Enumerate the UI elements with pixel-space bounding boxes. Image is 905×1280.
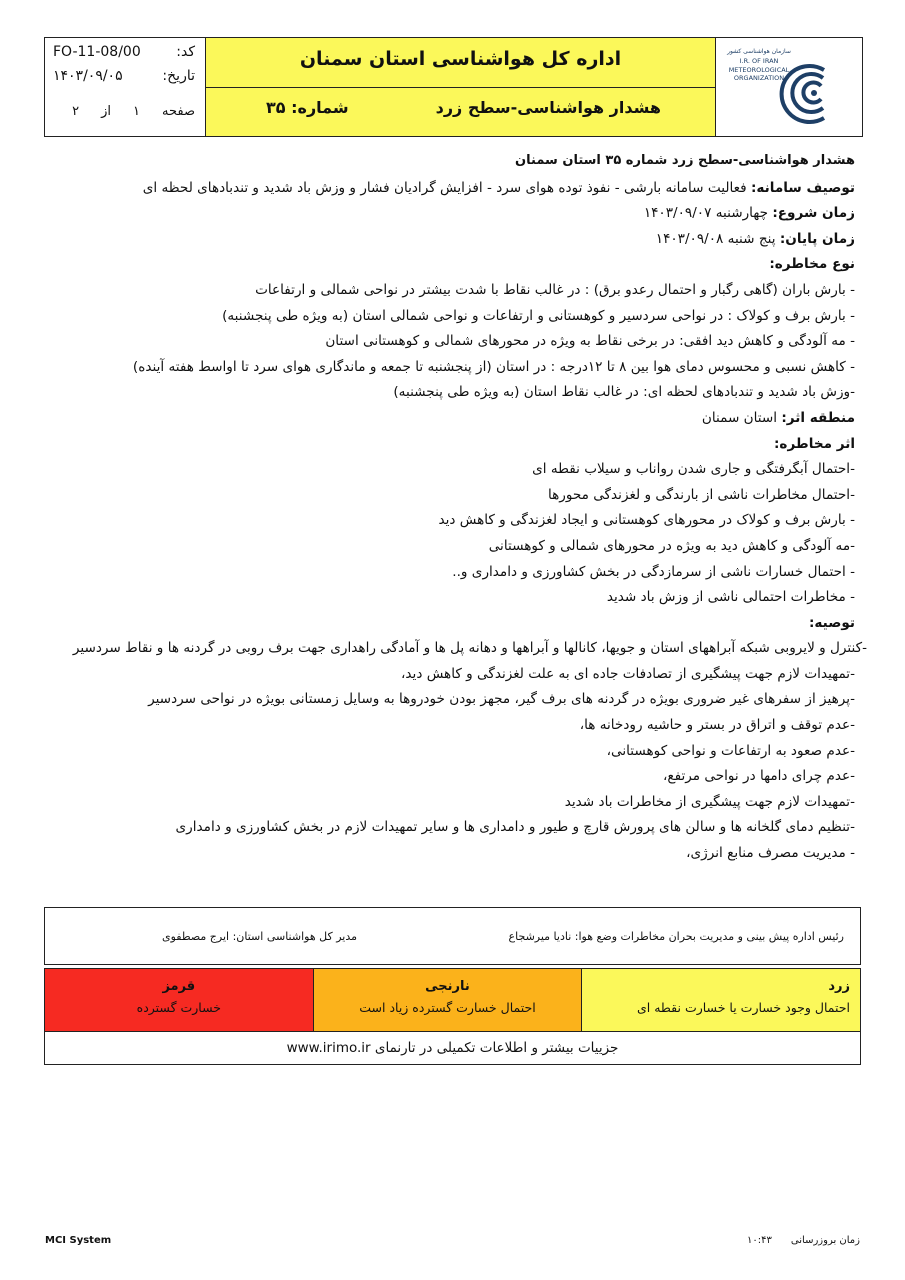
start-time <box>40 201 855 227</box>
logo-text-fa: سازمان هواشناسی کشور <box>727 48 791 55</box>
advice-item: -تمهیدات لازم جهت پیشگیری از مخاطرات باد شدید <box>564 793 855 810</box>
hazard-item: - مه آلودگی و کاهش دید افقی: در برخی نقاط به ویژه در محورهای شمالی و کوهستانی استان <box>325 333 855 350</box>
header-logo-cell <box>715 38 862 136</box>
update-label: زمان بروزرسانی <box>790 1235 860 1246</box>
end-value: پنج شنبه ۱۴۰۳/۰۹/۰۸ <box>655 230 780 247</box>
advice-item: -کنترل و لایروبی شبکه آبراههای استان و جویها، کانالها و آبراهها و دهانه پل ها و آمادگی راهداری جهت برف روبی در گردنه ها و نقاط سردسیر <box>72 640 867 657</box>
document-header <box>44 37 863 137</box>
impact-item: -احتمال آبگرفتگی و جاری شدن رواناب و سیلاب نقطه ای <box>532 461 855 478</box>
header-meta-cell <box>45 38 205 136</box>
update-time <box>747 1235 860 1246</box>
level-yellow-desc: احتمال وجود خسارت یا خسارت نقطه ای <box>636 1000 850 1015</box>
system-value: فعالیت سامانه بارشی - نفوذ توده هوای سرد - افزایش گرادیان فشار و وزش باد شدید و تندبادهای لحظه ای <box>142 179 751 196</box>
date-label: تاریخ: <box>162 68 195 84</box>
code-label: کد: <box>176 44 195 60</box>
date-value: ۱۴۰۳/۰۹/۰۵ <box>53 68 123 84</box>
hazard-item: -وزش باد شدید و تندبادهای لحظه ای: در غالب نقاط استان (به ویژه طی پنجشنبه) <box>393 384 855 401</box>
impact-item: -مه آلودگی و کاهش دید به ویژه در محورهای شمالی و کوهستانی <box>488 537 855 554</box>
update-time-value: ۱۰:۴۳ <box>746 1235 772 1246</box>
page-label: صفحه <box>162 104 195 119</box>
impact-item: - مخاطرات احتمالی ناشی از وزش باد شدید <box>606 589 855 606</box>
level-yellow-name: زرد <box>828 979 850 994</box>
warning-level: هشدار هواشناسی-سطح زرد <box>435 98 661 117</box>
hazard-item: - بارش برف و کولاک : در نواحی سردسیر و کوهستانی و ارتفاعات و نواحی شمالی استان (به ویژه طی پنجشنبه) <box>222 307 855 324</box>
logo-text-en-1: I.R. OF IRAN <box>739 57 779 65</box>
doc-title: هشدار هواشناسی-سطح زرد شماره ۳۵ استان سمنان <box>515 153 855 168</box>
hazard-type-label: نوع مخاطره: <box>769 256 855 273</box>
warning-levels-table <box>44 968 861 1065</box>
impact-item: - احتمال خسارات ناشی از سرمازدگی در بخش کشاورزی و دامداری و.. <box>452 563 855 580</box>
warning-number: شماره: ۳۵ <box>266 98 349 117</box>
advice-label: توصیه: <box>809 614 855 631</box>
impact-item: -احتمال مخاطرات ناشی از بارندگی و لغزندگی محورها <box>547 486 855 503</box>
level-orange <box>313 969 582 1031</box>
start-value: چهارشنبه ۱۴۰۳/۰۹/۰۷ <box>643 205 773 222</box>
affected-area <box>40 406 855 432</box>
level-red-desc: خسارت گسترده <box>136 1000 221 1015</box>
page-of: از <box>101 104 112 119</box>
header-title-cell <box>205 38 715 136</box>
page-number: ۱ <box>133 104 141 119</box>
warning-content <box>40 148 867 867</box>
hazard-item: - بارش باران (گاهی رگبار و احتمال رعدو برق) : در غالب نقاط با شدت بیشتر در نواحی شمالی و ارتفاعات <box>255 281 855 298</box>
system-description <box>40 176 855 202</box>
org-title: اداره کل هواشناسی استان سمنان <box>299 48 622 70</box>
page-total: ۲ <box>72 104 80 119</box>
signatures-box <box>44 907 861 965</box>
hazard-item: - کاهش نسبی و محسوس دمای هوا بین ۸ تا ۱۲درجه : در استان (از پنجشنبه تا جمعه و ماندگاری هوای سرد تا اواسط هفته آینده) <box>132 358 855 375</box>
forecast-head-signature: رئیس اداره پیش بینی و مدیریت بحران مخاطرات وضع هوا: نادیا میرشجاع <box>508 930 844 943</box>
impact-label: اثر مخاطره: <box>774 435 855 452</box>
code-value: FO-11-08/00 <box>53 44 141 60</box>
system-name: MCI System <box>45 1235 112 1246</box>
level-yellow <box>581 969 860 1031</box>
advice-item: -عدم توقف و اتراق در بستر و حاشیه رودخانه ها، <box>579 717 855 734</box>
advice-item: -عدم چرای دامها در نواحی مرتفع، <box>662 768 855 785</box>
start-label: زمان شروع: <box>772 205 855 222</box>
director-signature: مدیر کل هواشناسی استان: ایرج مصطفوی <box>162 930 357 943</box>
irimo-logo <box>726 44 854 130</box>
level-red-name: قرمز <box>162 979 196 994</box>
logo-text-en-2: METEOROLOGICAL <box>728 65 790 74</box>
end-time <box>40 227 855 253</box>
advice-item: - مدیریت مصرف منابع انرژی، <box>686 845 855 862</box>
advice-item: -تمهیدات لازم جهت پیشگیری از تصادفات جاده ای به علت لغزندگی و کاهش دید، <box>401 665 855 682</box>
level-red <box>45 969 313 1031</box>
advice-item: -تنظیم دمای گلخانه ها و سالن های پرورش قارچ و طیور و دامداری ها و سایر تمهیدات لازم در بخش کشاورزی و دامداری <box>175 819 855 836</box>
system-label: توصیف سامانه: <box>750 179 855 196</box>
logo-text-en-3: ORGANIZATION <box>733 74 785 82</box>
area-value: استان سمنان <box>701 409 782 426</box>
advice-item: -پرهیز از سفرهای غیر ضروری بویژه در گردنه های برف گیر، مجهز بودن خودروها به وسایل زمستانی بویژه در نواحی سردسیر <box>148 691 855 708</box>
end-label: زمان پایان: <box>779 230 855 247</box>
area-label: منطقه اثر: <box>781 409 855 426</box>
advice-item: -عدم صعود به ارتفاعات و نواحی کوهستانی، <box>606 742 855 759</box>
more-info-link[interactable]: جزییات بیشتر و اطلاعات تکمیلی در تارنمای www.irimo.ir <box>286 1040 619 1056</box>
level-orange-name: نارنجی <box>425 979 470 994</box>
impact-item: - بارش برف و کولاک در محورهای کوهستانی و ایجاد لغزندگی و کاهش دید <box>438 512 855 529</box>
level-orange-desc: احتمال خسارت گسترده زیاد است <box>359 1000 536 1015</box>
